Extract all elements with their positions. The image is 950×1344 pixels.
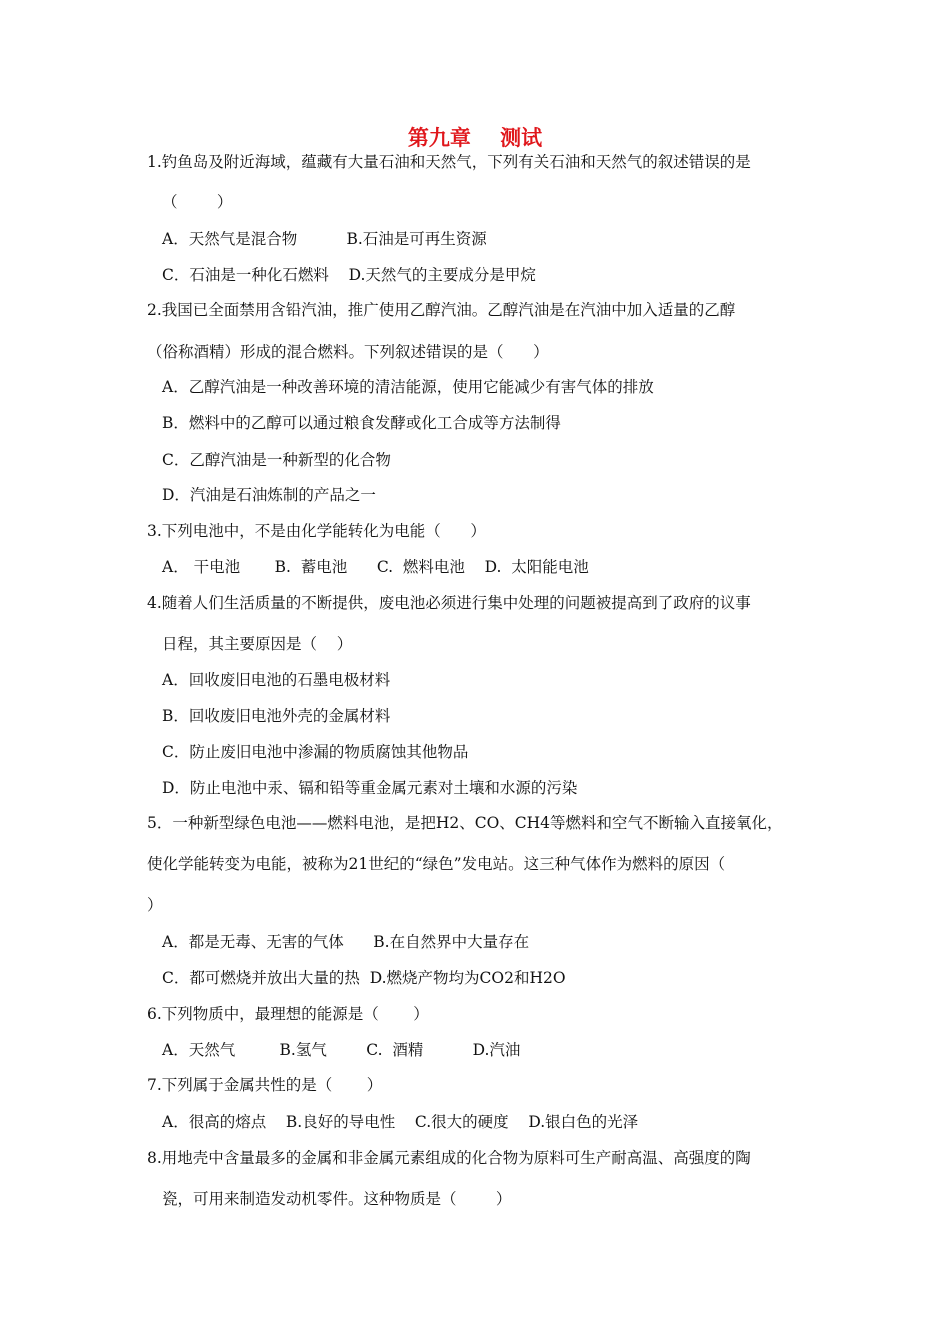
question-1-blank: （ ）	[162, 193, 233, 211]
page-title: 第九章 测试	[407, 126, 543, 150]
question-5-stem: 5．一种新型绿色电池——燃料电池，是把H2、CO、CH4等燃料和空气不断输入直接氧化，	[147, 814, 783, 832]
question-5-options-cd: C．都可燃烧并放出大量的热 D.燃烧产物均为CO2和H2O	[162, 969, 566, 987]
question-1-stem: 1.钓鱼岛及附近海域，蕴藏有大量石油和天然气，下列有关石油和天然气的叙述错误的是	[147, 153, 751, 171]
question-5-options-ab: A．都是无毒、无害的气体 B.在自然界中大量存在	[162, 933, 530, 951]
question-2-option-b: B．燃料中的乙醇可以通过粮食发酵或化工合成等方法制得	[162, 414, 561, 432]
question-3-options: A． 干电池 B. 蓄电池 C. 燃料电池 D. 太阳能电池	[162, 558, 589, 576]
question-2-stem-cont: （俗称酒精）形成的混合燃料。下列叙述错误的是（ ）	[147, 343, 549, 361]
question-4-stem-cont: 日程，其主要原因是（ ）	[162, 635, 353, 653]
question-5-stem-cont: 使化学能转变为电能，被称为21世纪的“绿色”发电站。这三种气体作为燃料的原因（	[147, 855, 726, 873]
question-4-option-c: C．防止废旧电池中渗漏的物质腐蚀其他物品	[162, 743, 469, 761]
question-2-option-c: C．乙醇汽油是一种新型的化合物	[162, 451, 391, 469]
question-2-option-d: D．汽油是石油炼制的产品之一	[162, 486, 376, 504]
question-7-stem: 7.下列属于金属共性的是（ ）	[147, 1076, 383, 1094]
question-1-options-ab: A．天然气是混合物 B.石油是可再生资源	[162, 230, 487, 248]
question-2-stem: 2.我国已全面禁用含铅汽油，推广使用乙醇汽油。乙醇汽油是在汽油中加入适量的乙醇	[147, 301, 736, 319]
question-4-option-a: A．回收废旧电池的石墨电极材料	[162, 671, 391, 689]
question-8-stem: 8.用地壳中含量最多的金属和非金属元素组成的化合物为原料可生产耐高温、高强度的陶	[147, 1149, 751, 1167]
question-3-stem: 3.下列电池中，不是由化学能转化为电能（ ）	[147, 522, 486, 540]
question-4-option-b: B．回收废旧电池外壳的金属材料	[162, 707, 391, 725]
question-6-options: A．天然气 B.氢气 C. 酒精 D.汽油	[162, 1041, 521, 1059]
question-8-stem-cont: 瓷，可用来制造发动机零件。这种物质是（ ）	[162, 1190, 512, 1208]
question-4-option-d: D．防止电池中汞、镉和铅等重金属元素对土壤和水源的污染	[162, 779, 578, 797]
question-6-stem: 6.下列物质中，最理想的能源是（ ）	[147, 1005, 429, 1023]
question-1-options-cd: C．石油是一种化石燃料 D.天然气的主要成分是甲烷	[162, 266, 536, 284]
question-7-options: A．很高的熔点 B.良好的导电性 C.很大的硬度 D.银白色的光泽	[162, 1113, 639, 1131]
question-2-option-a: A．乙醇汽油是一种改善环境的清洁能源，使用它能减少有害气体的排放	[162, 378, 654, 396]
question-4-stem: 4.随着人们生活质量的不断提供，废电池必须进行集中处理的问题被提高到了政府的议事	[147, 594, 751, 612]
question-5-stem-end: ）	[147, 896, 163, 914]
